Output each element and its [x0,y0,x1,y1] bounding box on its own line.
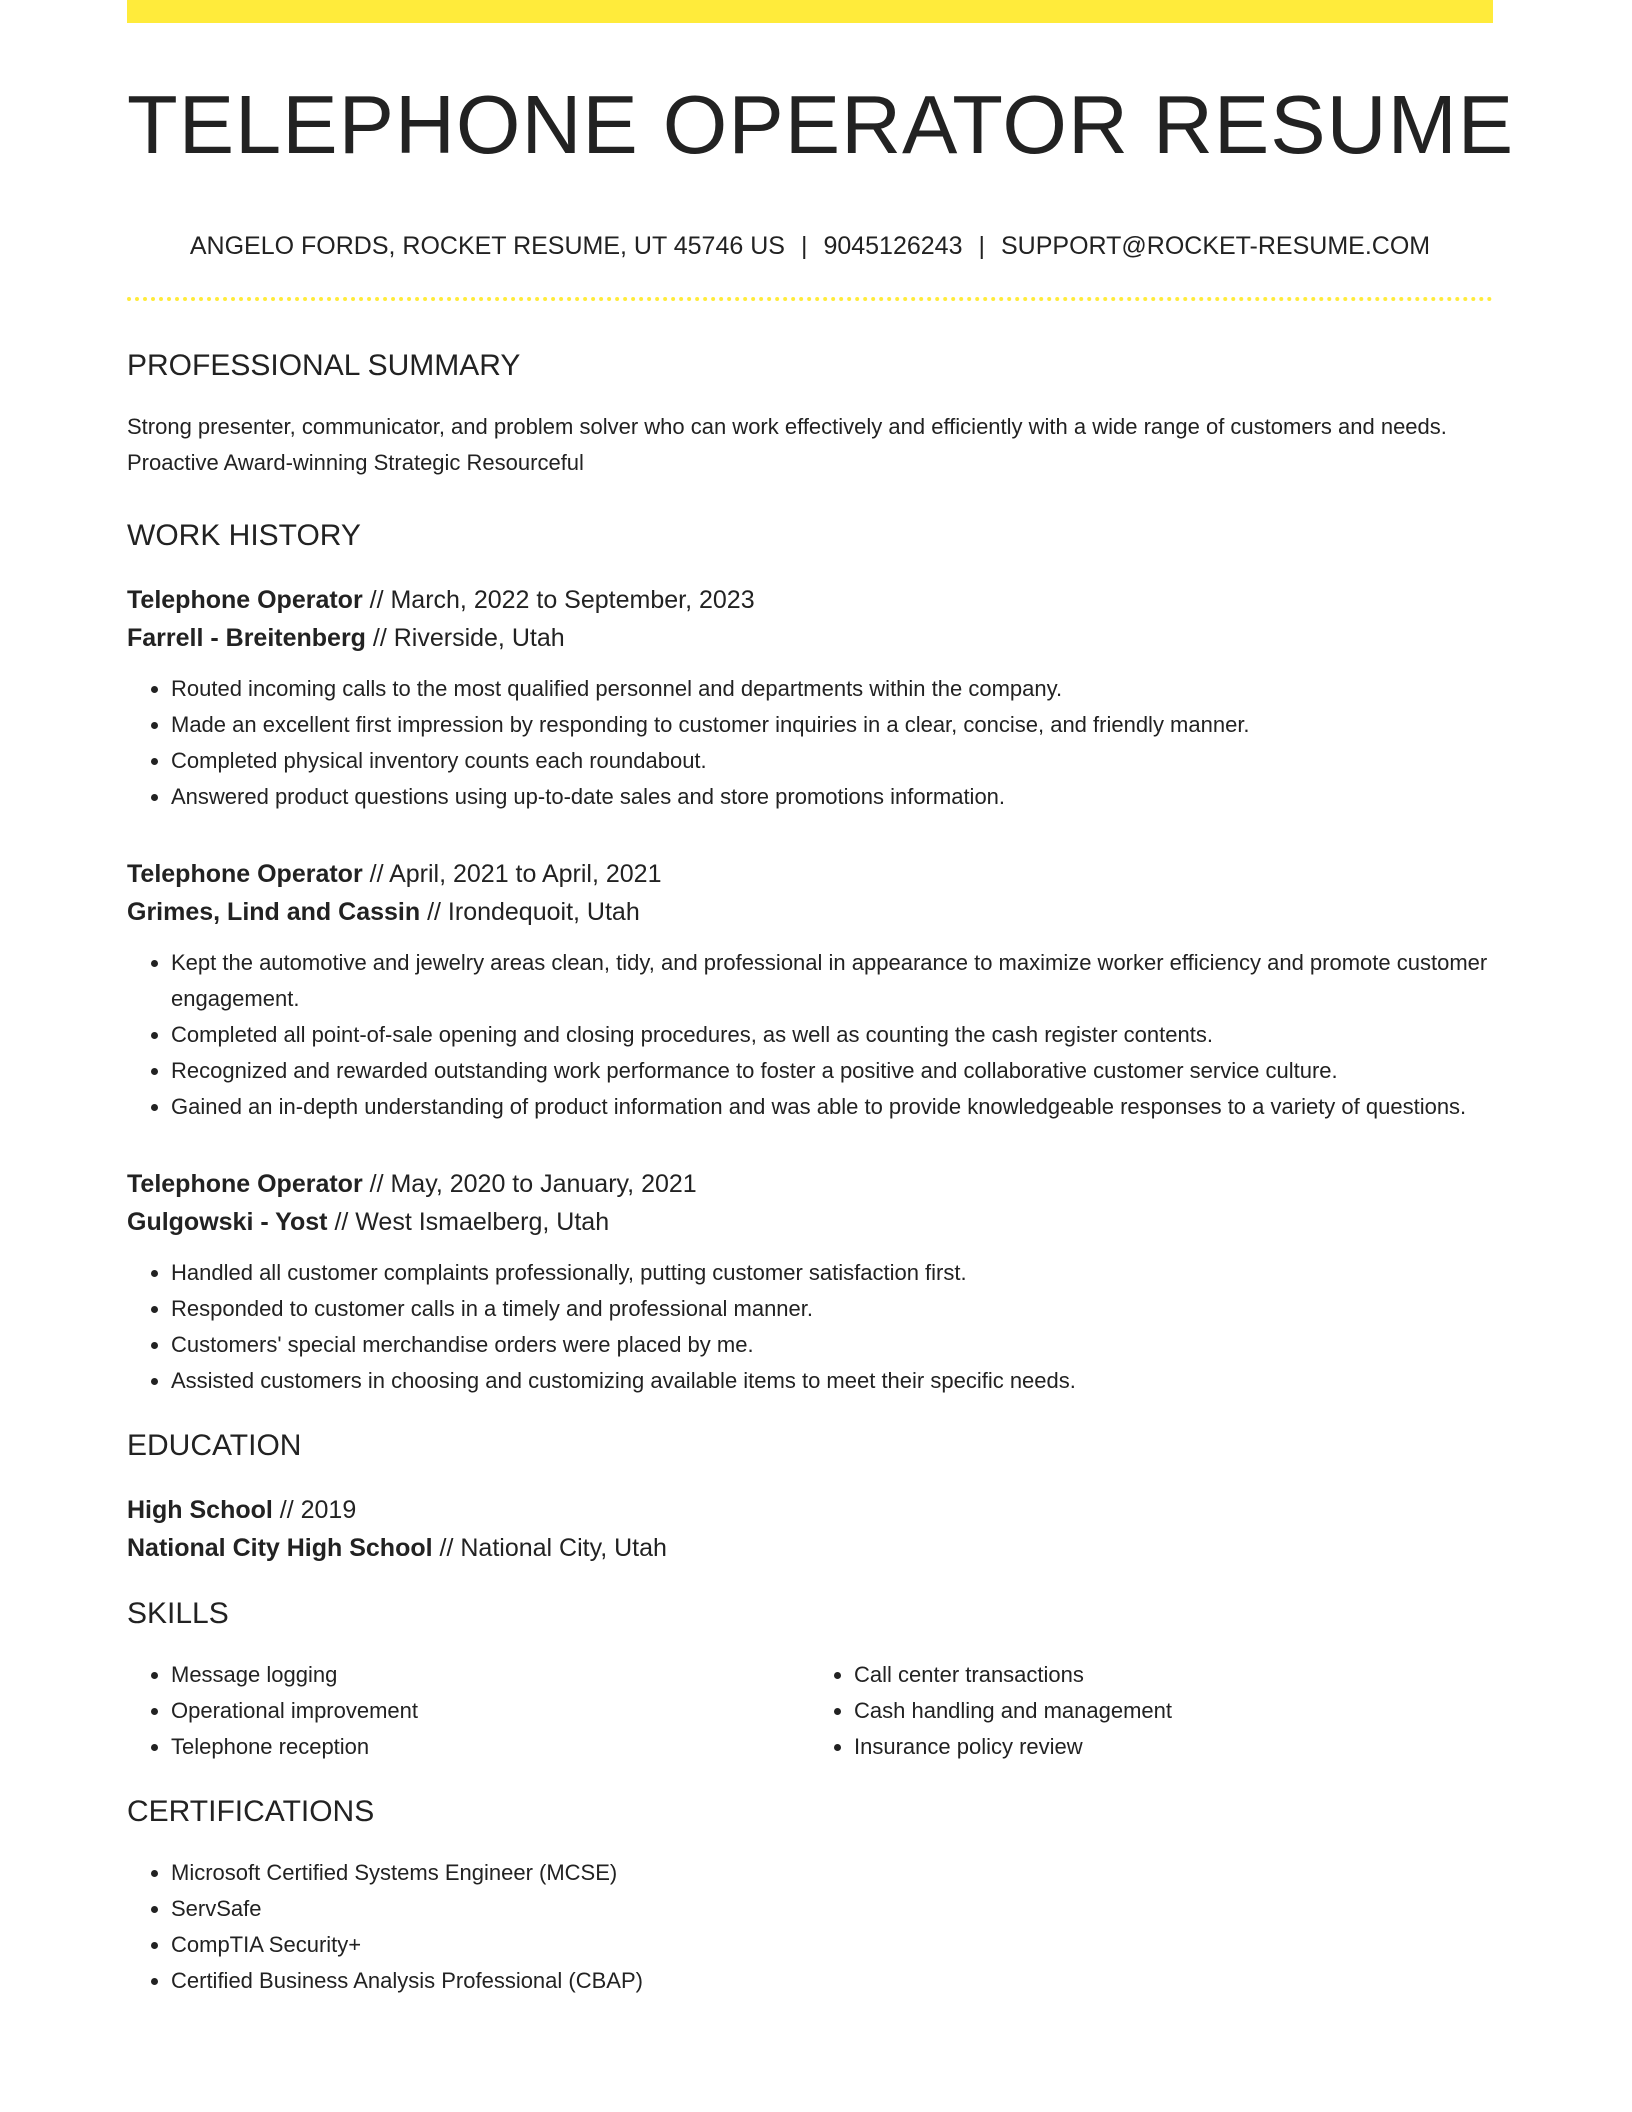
education-year: // 2019 [272,1496,357,1524]
education-location: // National City, Utah [432,1534,667,1562]
list-item: • Certified Business Analysis Professional (CBAP) [171,1963,1493,1999]
list-item: • Made an excellent first impression by responding to customer inquiries in a clear, concise, and friendly manner. [171,707,1493,743]
list-item: • Completed all point-of-sale opening and closing procedures, as well as counting the cash register contents. [171,1017,1493,1053]
contact-email: SUPPORT@ROCKET-RESUME.COM [1000,232,1431,260]
education-entry [127,1491,1493,1567]
education-degree: High School [127,1496,273,1524]
education-school: National City High School [127,1534,433,1562]
job-dates: // April, 2021 to April, 2021 [362,860,662,888]
list-item: • Completed physical inventory counts each roundabout. [171,743,1493,779]
job-bullets [127,945,1493,1125]
contact-address: ANGELO FORDS, ROCKET RESUME, UT 45746 US [189,232,785,260]
education-degree-line [127,1491,1493,1529]
list-item: • Operational improvement [171,1693,810,1729]
list-item: • Cash handling and management [854,1693,1493,1729]
job-entry [127,855,1493,1125]
list-item: • Gained an in-depth understanding of product information and was able to provide knowledgeable responses to a variety of questions. [171,1089,1493,1125]
job-title-line [127,855,1493,893]
skills-left-column [127,1657,810,1765]
list-item: • Kept the automotive and jewelry areas clean, tidy, and professional in appearance to maximize worker efficiency and promote customer engagement. [171,945,1493,1017]
skills-grid [127,1657,1493,1765]
job-title: Telephone Operator [127,860,363,888]
education-heading: EDUCATION [127,1429,302,1462]
job-company: Grimes, Lind and Cassin [127,898,421,926]
work-history-heading: WORK HISTORY [127,519,361,552]
job-company: Gulgowski - Yost [127,1208,328,1236]
skills-right-column [810,1657,1493,1765]
list-item: • Routed incoming calls to the most qualified personnel and departments within the company. [171,671,1493,707]
list-item: • CompTIA Security+ [171,1927,1493,1963]
contact-separator: | [800,232,808,260]
list-item: • Microsoft Certified Systems Engineer (MCSE) [171,1855,1493,1891]
list-item: • Recognized and rewarded outstanding work performance to foster a positive and collaborative customer service culture. [171,1053,1493,1089]
job-company: Farrell - Breitenberg [127,624,366,652]
contact-line [127,234,1493,259]
job-title: Telephone Operator [127,1170,363,1198]
contact-separator: | [978,232,985,260]
job-title-line [127,581,1493,619]
certifications-list [127,1855,1493,1999]
job-company-line [127,1203,1493,1241]
list-item: • ServSafe [171,1891,1493,1927]
job-company-line [127,619,1493,657]
job-company-line [127,893,1493,931]
list-item: • Telephone reception [171,1729,810,1765]
skills-heading: SKILLS [127,1597,229,1630]
list-item: • Handled all customer complaints professionally, putting customer satisfaction first. [171,1255,1493,1291]
job-title-line [127,1165,1493,1203]
resume-page [127,0,1515,1999]
certifications-heading: CERTIFICATIONS [127,1795,375,1828]
list-item: • Message logging [171,1657,810,1693]
contact-phone: 9045126243 [823,232,963,260]
list-item: • Answered product questions using up-to-date sales and store promotions information. [171,779,1493,815]
job-bullets [127,671,1493,815]
summary-text: Strong presenter, communicator, and problem solver who can work effectively and efficiently with a wide range of customers and needs. Proactive Award-winning Strategic Resourceful [127,414,1447,475]
job-entry [127,581,1493,815]
job-title: Telephone Operator [127,586,363,614]
education-school-line [127,1529,1493,1567]
accent-bar [127,0,1493,23]
list-item: • Customers' special merchandise orders were placed by me. [171,1327,1493,1363]
list-item: • Call center transactions [854,1657,1493,1693]
summary-heading: PROFESSIONAL SUMMARY [127,349,521,382]
job-dates: // May, 2020 to January, 2021 [362,1170,697,1198]
job-dates: // March, 2022 to September, 2023 [362,586,755,614]
list-item: • Assisted customers in choosing and customizing available items to meet their specific needs. [171,1363,1493,1399]
job-bullets [127,1255,1493,1399]
dotted-divider [127,297,1493,301]
resume-title: TELEPHONE OPERATOR RESUME [127,78,1515,171]
job-location: // West Ismaelberg, Utah [327,1208,610,1236]
job-entry [127,1165,1493,1399]
job-location: // Irondequoit, Utah [420,898,640,926]
job-location: // Riverside, Utah [365,624,565,652]
list-item: • Insurance policy review [854,1729,1493,1765]
list-item: • Responded to customer calls in a timely and professional manner. [171,1291,1493,1327]
